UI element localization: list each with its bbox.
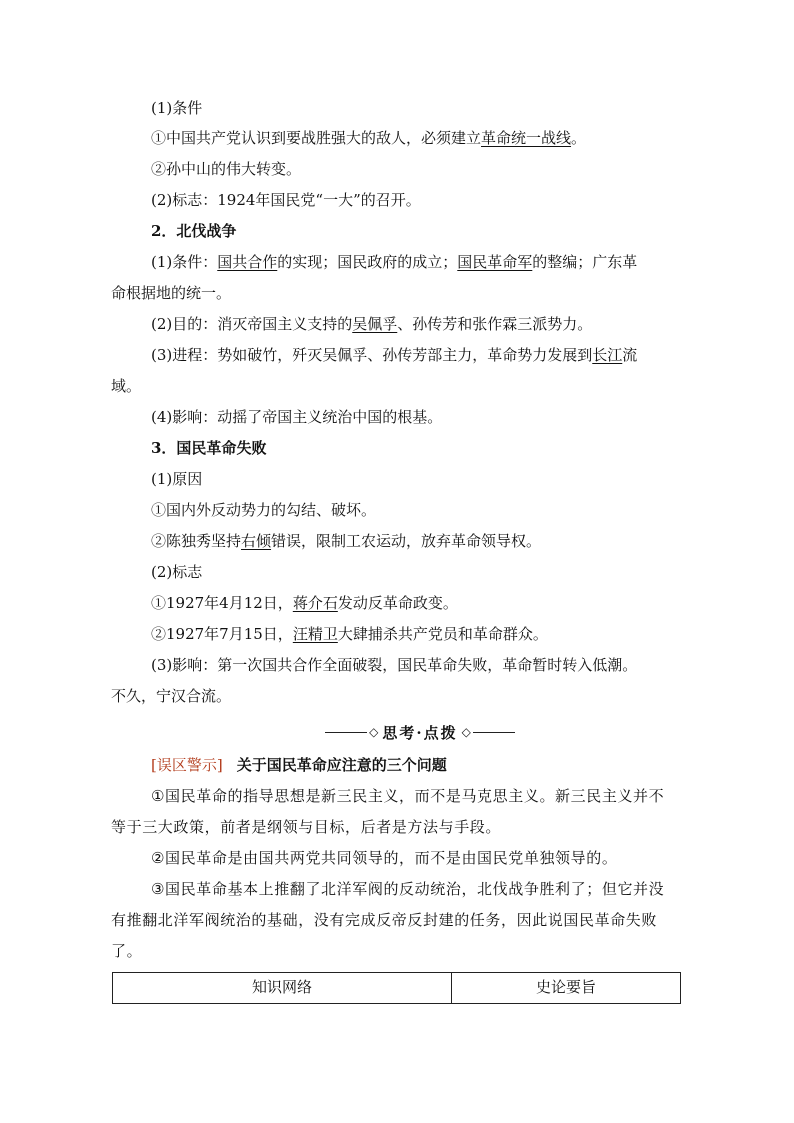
expedition-aim-text: (2)目的：消灭帝国主义支持的	[151, 315, 353, 333]
expedition-impact: (4)影响：动摇了帝国主义统治中国的根基。	[151, 408, 443, 426]
failure-impact-cont: 不久，宁汉合流。	[111, 687, 232, 705]
table-header-knowledge-network: 知识网络	[113, 973, 452, 1004]
expedition-progress-cont: 域。	[111, 377, 142, 395]
cause-item-2-text: ②陈独秀坚持	[151, 532, 242, 550]
cause-item-2-end: 错误，限制工农运动，放弃革命领导权。	[271, 532, 542, 550]
keyword-united-front: 革命统一战线	[481, 129, 572, 147]
warning-point-3-end: 了。	[111, 942, 143, 960]
failure-mark-heading: (2)标志	[151, 563, 203, 581]
keyword-wu-peifu: 吴佩孚	[352, 315, 398, 333]
warning-tag: [误区警示]	[151, 756, 223, 774]
cause-heading: (1)原因	[151, 470, 203, 488]
keyword-yangtze: 长江	[592, 346, 623, 364]
keyword-right-deviation: 右倾	[241, 532, 272, 550]
section-heading-northern-expedition: 2．北伐战争	[151, 222, 237, 240]
warning-heading	[151, 755, 447, 775]
table-row	[113, 973, 681, 1004]
expedition-condition-mid: 的实现；国民政府的成立；	[277, 253, 458, 271]
diamond-left-icon: ◇	[369, 725, 379, 739]
diamond-right-icon: ◇	[461, 725, 471, 739]
expedition-progress-text: (3)进程：势如破竹，歼灭吴佩孚、孙传芳部主力，革命势力发展到	[151, 346, 593, 364]
keyword-chiang-kai-shek: 蒋介石	[292, 594, 338, 612]
expedition-progress	[151, 345, 637, 365]
think-divider	[320, 722, 520, 742]
summary-table	[112, 972, 681, 1004]
failure-impact: (3)影响：第一次国共合作全面破裂，国民革命失败，革命暂时转入低潮。	[151, 656, 638, 674]
cause-item-2	[151, 531, 541, 551]
expedition-progress-end: 流	[622, 346, 638, 364]
warning-point-3: ③国民革命基本上推翻了北洋军阀的反动统治，北伐战争胜利了；但它并没	[151, 880, 665, 898]
expedition-aim-end: 、孙传芳和张作霖三派势力。	[397, 315, 593, 333]
condition-item-1	[151, 128, 586, 148]
table-header-historical-points: 史论要旨	[452, 973, 681, 1004]
warning-point-3-cont: 有推翻北洋军阀统治的基础，没有完成反帝反封建的任务，因此说国民革命失败	[111, 911, 658, 929]
failure-mark-1-end: 发动反革命政变。	[337, 594, 458, 612]
cause-item-1: ①国内外反动势力的勾结、破坏。	[151, 501, 377, 519]
failure-mark-1	[151, 593, 458, 613]
expedition-condition-label: (1)条件：	[151, 253, 218, 271]
failure-mark-2	[151, 624, 548, 644]
divider-rule-left	[325, 732, 367, 733]
warning-title: 关于国民革命应注意的三个问题	[236, 756, 447, 774]
section-heading-revolution-failure: 3．国民革命失败	[151, 439, 267, 457]
condition-item-2: ②孙中山的伟大转变。	[151, 160, 302, 178]
condition-item-1-text: ①中国共产党认识到要战胜强大的敌人，必须建立	[151, 129, 482, 147]
keyword-kmt-cpc-cooperation: 国共合作	[217, 253, 278, 271]
expedition-condition-cont: 命根据地的统一。	[111, 284, 232, 302]
failure-mark-2-text: ②1927年7月15日，	[151, 625, 293, 643]
condition-heading: (1)条件	[151, 99, 203, 117]
divider-rule-right	[473, 732, 515, 733]
condition-item-1-end: 。	[571, 129, 587, 147]
expedition-condition-end: 的整编；广东革	[532, 253, 638, 271]
warning-point-2: ②国民革命是由国共两党共同领导的，而不是由国民党单独领导的。	[151, 849, 618, 867]
keyword-national-revolutionary-army: 国民革命军	[457, 253, 533, 271]
mark-line: (2)标志：1924年国民党“一大”的召开。	[151, 191, 421, 209]
divider-title: 思考·点拨	[382, 723, 458, 742]
warning-point-1-cont: 等于三大政策，前者是纲领与目标，后者是方法与手段。	[111, 818, 502, 836]
warning-point-1: ①国民革命的指导思想是新三民主义，而不是马克思主义。新三民主义并不	[151, 787, 665, 805]
failure-mark-1-text: ①1927年4月12日，	[151, 594, 293, 612]
expedition-condition	[151, 252, 637, 272]
expedition-aim	[151, 314, 592, 334]
failure-mark-2-end: 大肆捕杀共产党员和革命群众。	[337, 625, 548, 643]
keyword-wang-jingwei: 汪精卫	[292, 625, 338, 643]
